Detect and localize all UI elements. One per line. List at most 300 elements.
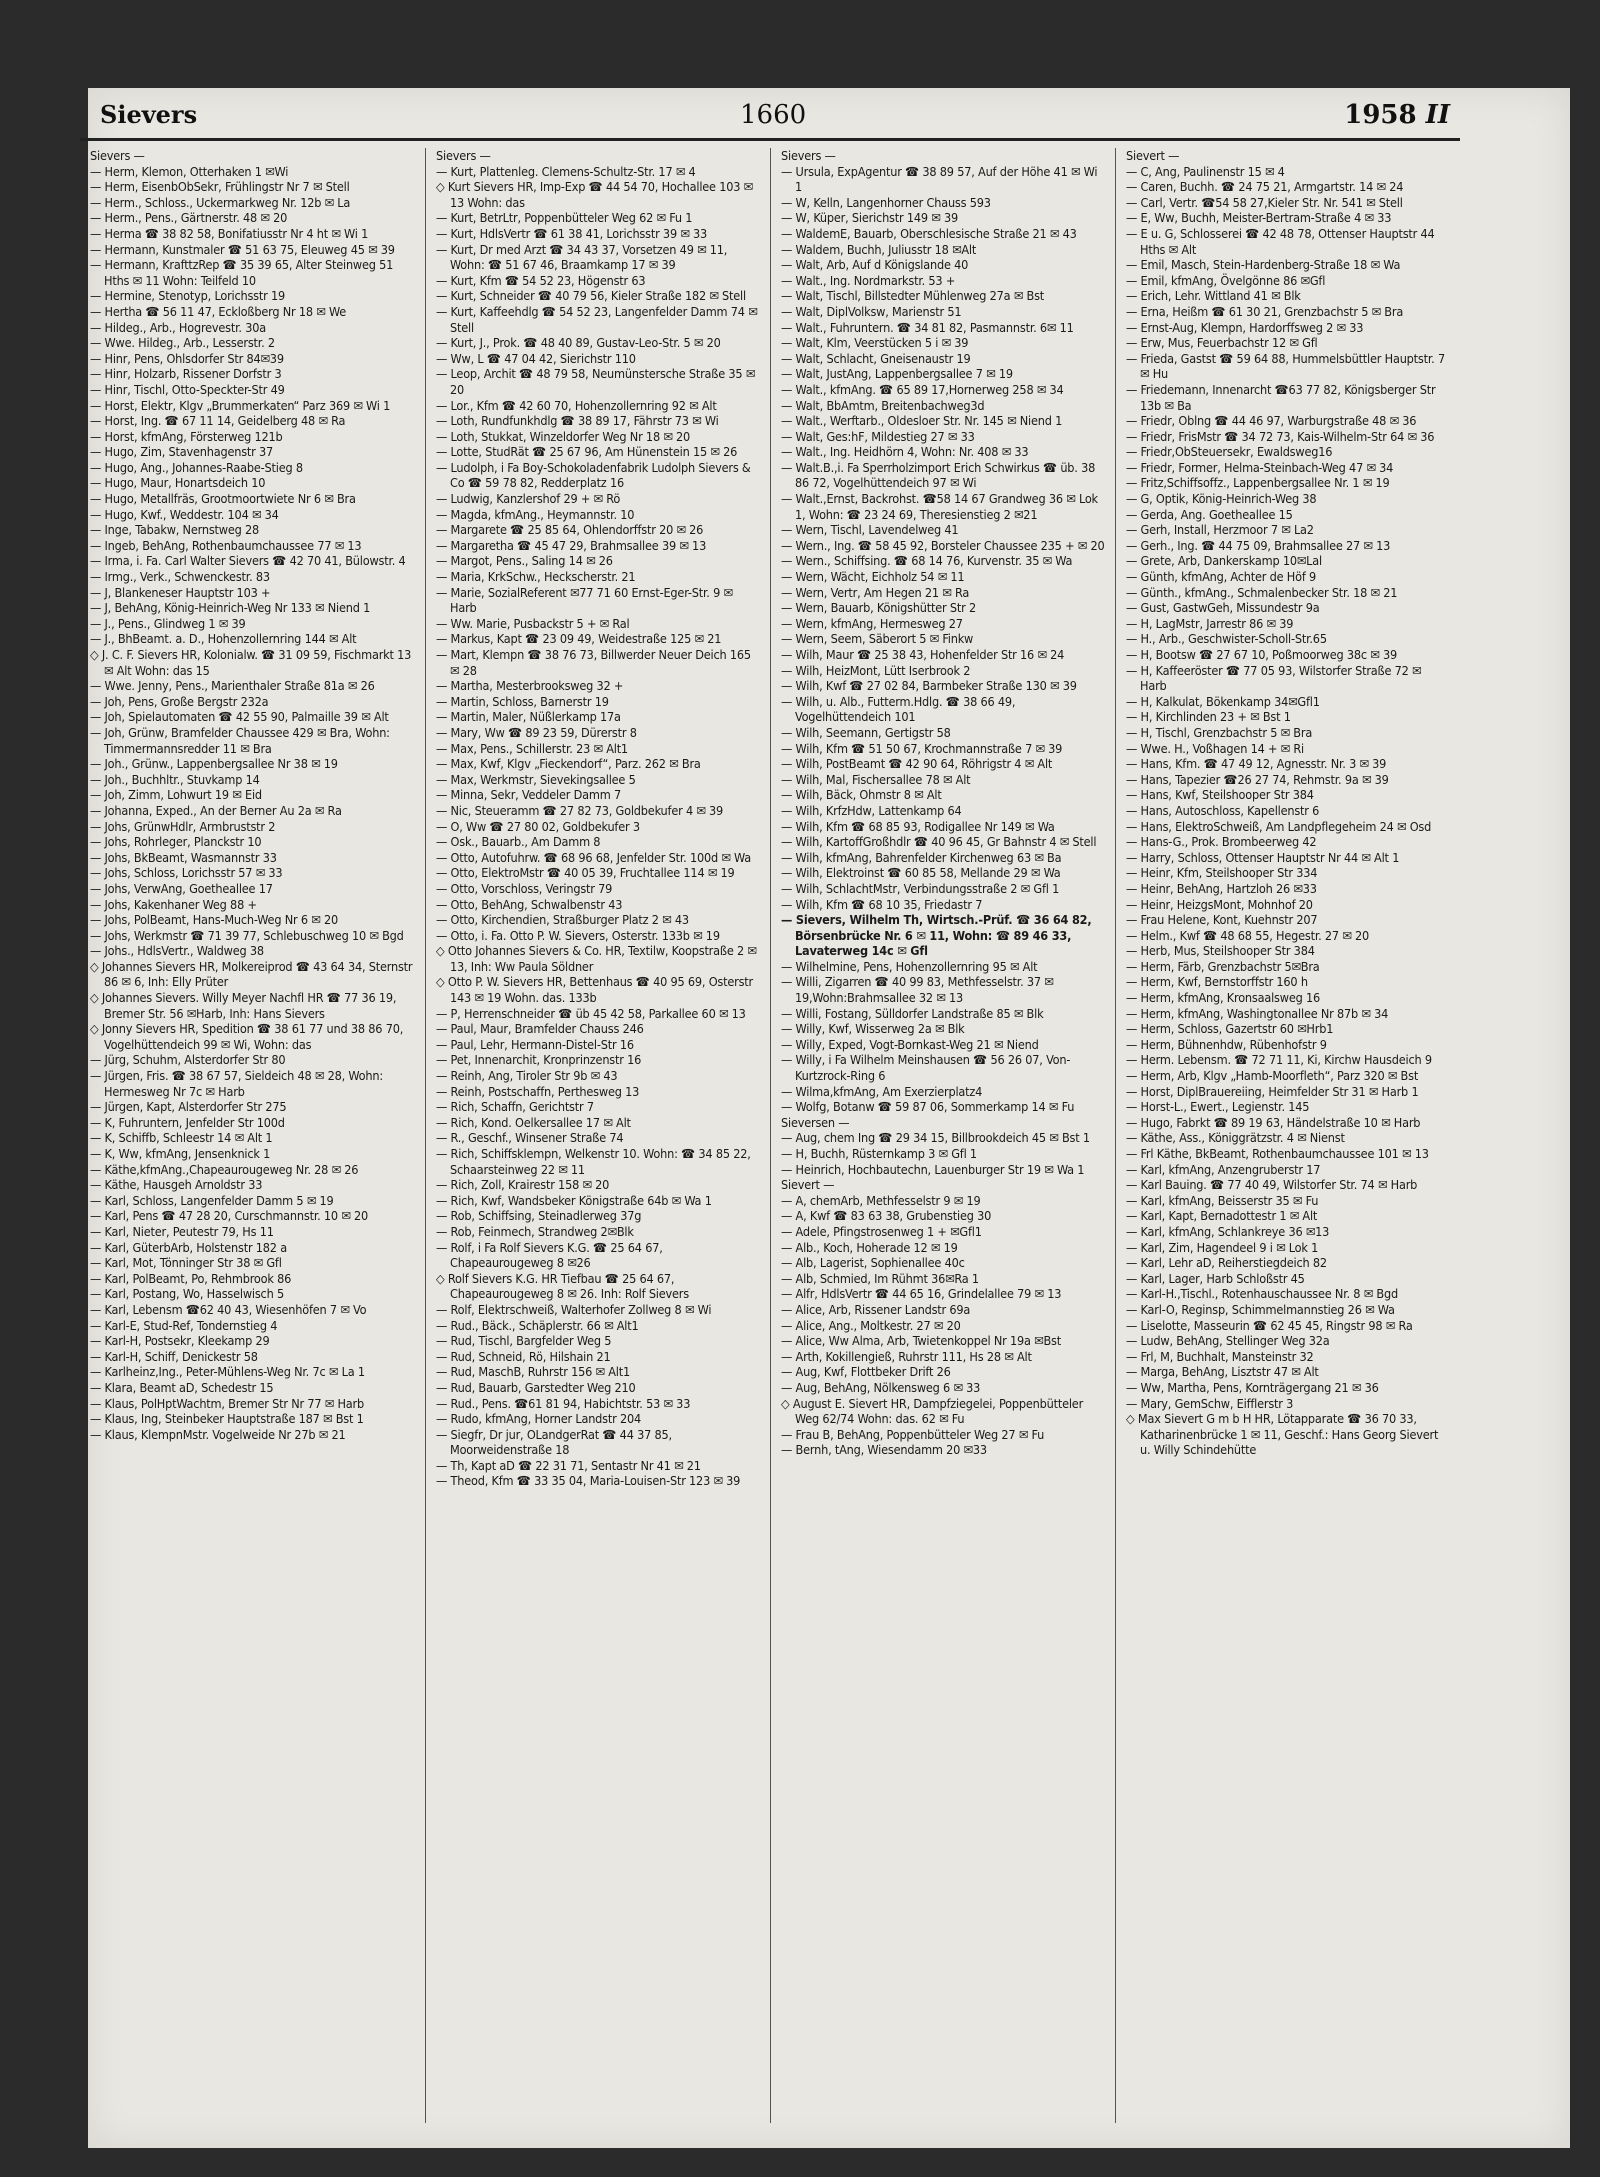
column-4 bbox=[1115, 148, 1460, 2123]
directory-entry: — Walt, Ges:hF, Mildestieg 27 ✉ 33 bbox=[781, 428, 975, 444]
directory-entry: — Wilhelmine, Pens, Hohenzollernring 95 ✉ Alt bbox=[781, 958, 1038, 974]
directory-entry: — Karl Bauing. ☎ 77 40 49, Wilstorfer Str. 74 ✉ Harb bbox=[1126, 1177, 1418, 1193]
directory-entry: — Gerda, Ang. Goetheallee 15 bbox=[1126, 506, 1293, 522]
directory-entry: — H, Kaffeeröster ☎ 77 05 93, Wilstorfer Straße 72 ✉ Harb bbox=[1126, 662, 1422, 694]
directory-entry: — Rich, Schaffn, Gerichtstr 7 bbox=[436, 1099, 594, 1115]
directory-entry: — Karl, Kapt, Bernadottestr 1 ✉ Alt bbox=[1126, 1208, 1318, 1224]
directory-entry: — H, LagMstr, Jarrestr 86 ✉ 39 bbox=[1126, 615, 1294, 631]
directory-entry: — Loth, Stukkat, Winzeldorfer Weg Nr 18 ✉ 20 bbox=[436, 428, 691, 444]
directory-entry: — Rud, Tischl, Bargfelder Weg 5 bbox=[436, 1333, 612, 1349]
directory-entry: — Karl-O, Reginsp, Schimmelmannstieg 26 ✉ Wa bbox=[1126, 1301, 1395, 1317]
directory-entry: — Walt., Fuhruntern. ☎ 34 81 82, Pasmannstr. 6✉ 11 bbox=[781, 319, 1074, 335]
directory-entry: — Hermann, KrafttzRep ☎ 35 39 65, Alter Steinweg 51 Hths ✉ 11 Wohn: Teilfeld 10 bbox=[90, 257, 394, 288]
directory-entry: — Herm, Bühnenhdw, Rübenhofstr 9 bbox=[1126, 1036, 1327, 1052]
directory-entry: — C, Ang, Paulinenstr 15 ✉ 4 bbox=[1126, 163, 1285, 179]
directory-entry: — Hermann, Kunstmaler ☎ 51 63 75, Eleuweg 45 ✉ 39 bbox=[90, 241, 395, 257]
directory-entry: — Wern, Wächt, Eichholz 54 ✉ 11 bbox=[781, 569, 965, 585]
directory-entry: — Friedr,ObSteuersekr, Ewaldsweg16 bbox=[1126, 444, 1333, 460]
directory-entry: — Th, Kapt aD ☎ 22 31 71, Sentastr Nr 41 ✉ 21 bbox=[436, 1457, 701, 1473]
directory-entry: — Joh, Spielautomaten ☎ 42 55 90, Palmaille 39 ✉ Alt bbox=[90, 709, 389, 725]
directory-entry: — Pet, Innenarchit, Kronprinzenstr 16 bbox=[436, 1052, 642, 1068]
directory-entry: — Kurt, Kaffeehdlg ☎ 54 52 23, Langenfelder Damm 74 ✉ Stell bbox=[436, 303, 758, 335]
directory-entry: — Wern, Tischl, Lavendelweg 41 bbox=[781, 522, 959, 538]
directory-entry: — Willi, Zigarren ☎ 40 99 83, Methfesselstr. 37 ✉ 19,Wohn:Brahmsallee 32 ✉ 13 bbox=[781, 974, 1054, 1006]
directory-entry: — Otto, Vorschloss, Veringstr 79 bbox=[436, 880, 613, 896]
directory-entry: — Karl, Lager, Harb Schloßstr 45 bbox=[1126, 1270, 1305, 1286]
directory-entry: — Hertha ☎ 56 11 47, Eckloßberg Nr 18 ✉ We bbox=[90, 303, 347, 319]
directory-entry: — Lor., Kfm ☎ 42 60 70, Hohenzollernring 92 ✉ Alt bbox=[436, 397, 717, 413]
directory-entry: — Wilh, Maur ☎ 25 38 43, Hohenfelder Str 16 ✉ 24 bbox=[781, 647, 1065, 662]
directory-entry: — Wwe. H., Voßhagen 14 + ✉ Ri bbox=[1126, 740, 1304, 756]
directory-entry: — Hans-G., Prok. Brombeerweg 42 bbox=[1126, 834, 1317, 850]
directory-entry: — Herm, kfmAng, Washingtonallee Nr 87b ✉ 34 bbox=[1126, 1005, 1389, 1021]
directory-entry: — Walt, Klm, Veerstücken 5 i ✉ 39 bbox=[781, 335, 969, 351]
directory-entry: — Joh, Grünw, Bramfelder Chaussee 429 ✉ Bra, Wohn: Timmermannsredder 11 ✉ Bra bbox=[90, 724, 390, 756]
directory-entry: — Rich, Zoll, Krairestr 158 ✉ 20 bbox=[436, 1177, 610, 1193]
directory-entry: — Otto, i. Fa. Otto P. W. Sievers, Osterstr. 133b ✉ 19 bbox=[436, 927, 720, 943]
directory-entry: — Wilh, kfmAng, Bahrenfelder Kirchenweg 63 ✉ Ba bbox=[781, 849, 1062, 865]
directory-entry: — Wilh, Kfm ☎ 68 85 93, Rodigallee Nr 149 ✉ Wa bbox=[781, 818, 1055, 834]
section-heading: Sievert — bbox=[1126, 148, 1180, 163]
directory-entry: — Herm, EisenbObSekr, Frühlingstr Nr 7 ✉ Stell bbox=[90, 179, 350, 195]
directory-entry: — Karl-E, Stud-Ref, Tondernstieg 4 bbox=[90, 1317, 278, 1333]
directory-entry: — Rich, Schiffsklempn, Welkenstr 10. Wohn: ☎ 34 85 22, Schaarsteinweg 22 ✉ 11 bbox=[436, 1146, 751, 1177]
directory-entry: — Erna, Heißm ☎ 61 30 21, Grenzbachstr 5 ✉ Bra bbox=[1126, 303, 1404, 319]
directory-entry: — Hugo, Zim, Stavenhagenstr 37 bbox=[90, 444, 274, 460]
directory-entry: — Rob, Feinmech, Strandweg 2✉Blk bbox=[436, 1223, 634, 1239]
directory-entry: — Paul, Maur, Bramfelder Chauss 246 bbox=[436, 1021, 644, 1037]
directory-entry: — Johs, BkBeamt, Wasmannstr 33 bbox=[90, 849, 277, 865]
directory-entry: — Walt., Ing. Nordmarkstr. 53 + bbox=[781, 272, 956, 288]
directory-entry: — J., BhBeamt. a. D., Hohenzollernring 144 ✉ Alt bbox=[90, 631, 357, 647]
directory-entry: — Walt., Werftarb., Oldesloer Str. Nr. 145 ✉ Niend 1 bbox=[781, 413, 1063, 429]
directory-columns bbox=[80, 148, 1460, 2123]
directory-entry: — Hermine, Stenotyp, Lorichsstr 19 bbox=[90, 288, 285, 304]
directory-entry: — Waldem, Buchh, Juliusstr 18 ✉Alt bbox=[781, 241, 977, 257]
directory-entry: — Wolfg, Botanw ☎ 59 87 06, Sommerkamp 14 ✉ Fu bbox=[781, 1099, 1075, 1115]
directory-entry: — Rud., Bäck., Schäplerstr. 66 ✉ Alt1 bbox=[436, 1317, 639, 1333]
directory-entry: — Klaus, PolHptWachtm, Bremer Str Nr 77 ✉ Harb bbox=[90, 1395, 364, 1411]
directory-entry: — Hinr, Holzarb, Rissener Dorfstr 3 bbox=[90, 366, 282, 382]
directory-entry: — Ursula, ExpAgentur ☎ 38 89 57, Auf der Höhe 41 ✉ Wi 1 bbox=[781, 163, 1098, 195]
directory-entry: — Wilh, Bäck, Ohmstr 8 ✉ Alt bbox=[781, 787, 942, 803]
directory-entry: — R., Geschf., Winsener Straße 74 bbox=[436, 1130, 624, 1146]
directory-entry: — Ww. Marie, Pusbackstr 5 + ✉ Ral bbox=[436, 615, 630, 631]
directory-entry: — Joh., Buchhltr., Stuvkamp 14 bbox=[90, 771, 260, 787]
directory-entry: — Johs., HdlsVertr., Waldweg 38 bbox=[90, 943, 264, 959]
directory-entry: — Johs, GrünwHdlr, Armbruststr 2 bbox=[90, 818, 276, 834]
directory-entry: — Johanna, Exped., An der Berner Au 2a ✉ Ra bbox=[90, 802, 342, 818]
directory-entry: — Herma ☎ 38 82 58, Bonifatiusstr Nr 4 ht ✉ Wi 1 bbox=[90, 225, 369, 241]
directory-entry: — Frl Käthe, BkBeamt, Rothenbaumchaussee 101 ✉ 13 bbox=[1126, 1146, 1429, 1161]
directory-entry: — Siegfr, Dr jur, OLandgerRat ☎ 44 37 85, Moorweidenstraße 18 bbox=[436, 1426, 672, 1458]
directory-entry: — Rud., Pens. ☎61 81 94, Habichtstr. 53 ✉ 33 bbox=[436, 1395, 691, 1411]
directory-entry: — Alice, Ang., Moltkestr. 27 ✉ 20 bbox=[781, 1317, 961, 1333]
directory-entry: — Wilh, Seemann, Gertigstr 58 bbox=[781, 724, 951, 740]
directory-entry: — Reinh, Postschaffn, Perthesweg 13 bbox=[436, 1083, 640, 1099]
directory-entry: — Minna, Sekr, Veddeler Damm 7 bbox=[436, 787, 621, 803]
directory-entry: — Walt, JustAng, Lappenbergsallee 7 ✉ 19 bbox=[781, 366, 1013, 382]
directory-entry: — Max, Kwf, Klgv „Fieckendorf“, Parz. 262 ✉ Bra bbox=[436, 756, 701, 772]
directory-entry: — Horst, Elektr, Klgv „Brummerkaten“ Parz 369 ✉ Wi 1 bbox=[90, 397, 391, 413]
directory-entry: — Loth, Rundfunkhdlg ☎ 38 89 17, Fährstr 73 ✉ Wi bbox=[436, 413, 719, 429]
directory-entry: — Erw, Mus, Feuerbachstr 12 ✉ Gfl bbox=[1126, 335, 1318, 351]
directory-entry: — H, Kirchlinden 23 + ✉ Bst 1 bbox=[1126, 709, 1291, 725]
directory-entry: — Frl, M, Buchhalt, Mansteinstr 32 bbox=[1126, 1348, 1314, 1364]
directory-entry: — Friedemann, Innenarcht ☎63 77 82, Königsberger Str 13b ✉ Ba bbox=[1126, 381, 1436, 413]
directory-entry: — Walt, DiplVolksw, Marienstr 51 bbox=[781, 303, 962, 319]
directory-entry: — Wern, Vertr, Am Hegen 21 ✉ Ra bbox=[781, 584, 970, 600]
directory-entry: — G, Optik, König-Heinrich-Weg 38 bbox=[1126, 491, 1317, 507]
directory-entry: — Klara, Beamt aD, Schedestr 15 bbox=[90, 1379, 274, 1395]
directory-entry: — Karlheinz,Ing., Peter-Mühlens-Weg Nr. 7c ✉ La 1 bbox=[90, 1364, 365, 1380]
directory-entry: — Herm, Arb, Klgv „Hamb-Moorfleth“, Parz 320 ✉ Bst bbox=[1126, 1068, 1419, 1084]
directory-entry: — Ludwig, Kanzlershof 29 + ✉ Rö bbox=[436, 491, 621, 507]
directory-entry: — Hans, Kfm. ☎ 47 49 12, Agnesstr. Nr. 3 ✉ 39 bbox=[1126, 756, 1387, 772]
directory-entry: — Caren, Buchh. ☎ 24 75 21, Armgartstr. 14 ✉ 24 bbox=[1126, 179, 1404, 195]
directory-entry: — Ww, L ☎ 47 04 42, Sierichstr 110 bbox=[436, 350, 636, 366]
directory-entry: — Walt.B.,i. Fa Sperrholzimport Erich Schwirkus ☎ üb. 38 86 72, Vogelhüttendeich 97 ✉ Wi bbox=[781, 459, 1096, 491]
directory-entry: — Frau B, BehAng, Poppenbütteler Weg 27 ✉ Fu bbox=[781, 1426, 1045, 1442]
section-heading: Sievert — bbox=[781, 1177, 835, 1193]
directory-entry: — Osk., Bauarb., Am Damm 8 bbox=[436, 834, 601, 850]
directory-entry: — Otto, BehAng, Schwalbenstr 43 bbox=[436, 896, 623, 912]
directory-entry: — Karl, Lebensm ☎62 40 43, Wiesenhöfen 7 ✉ Vo bbox=[90, 1301, 367, 1317]
directory-entry: — Karl, Pens ☎ 47 28 20, Curschmannstr. 10 ✉ 20 bbox=[90, 1208, 369, 1224]
directory-entry: — Hans, ElektroSchweiß, Am Landpflegeheim 24 ✉ Osd bbox=[1126, 818, 1432, 834]
directory-entry: — Martha, Mesterbrooksweg 32 + bbox=[436, 678, 624, 694]
directory-entry: — Sievers, Wilhelm Th, Wirtsch.-Prüf. ☎ 36 64 82, Börsenbrücke Nr. 6 ✉ 11, Wohn: ☎ 89 46 33, Lavaterweg 14c ✉ Gfl bbox=[781, 912, 1092, 959]
directory-entry: — Günth, kfmAng, Achter de Höf 9 bbox=[1126, 569, 1317, 585]
directory-entry: — Magda, kfmAng., Heymannstr. 10 bbox=[436, 506, 635, 522]
directory-entry: — Wilh, u. Alb., Futterm.Hdlg. ☎ 38 66 49, Vogelhüttendeich 101 bbox=[781, 693, 1016, 725]
directory-entry: — Friedr, FrisMstr ☎ 34 72 73, Kais-Wilhelm-Str 64 ✉ 36 bbox=[1126, 428, 1435, 444]
section-heading: Sievers — bbox=[436, 148, 491, 163]
directory-entry: — Helm., Kwf ☎ 48 68 55, Hegestr. 27 ✉ 20 bbox=[1126, 927, 1370, 943]
directory-entry: — Grete, Arb, Dankerskamp 10✉Lal bbox=[1126, 553, 1322, 569]
directory-entry: — Herm., Pens., Gärtnerstr. 48 ✉ 20 bbox=[90, 210, 288, 226]
directory-entry: — J, Blankeneser Hauptstr 103 + bbox=[90, 584, 271, 600]
column-2 bbox=[425, 148, 770, 2123]
directory-entry: — Bernh, tAng, Wiesendamm 20 ✉33 bbox=[781, 1442, 987, 1458]
directory-entry: — Martin, Maler, Nüßlerkamp 17a bbox=[436, 709, 621, 725]
directory-entry: — Heinr, HeizgsMont, Mohnhof 20 bbox=[1126, 896, 1313, 912]
directory-entry: ◇ Otto Johannes Sievers & Co. HR, Textilw, Koopstraße 2 ✉ 13, Inh: Ww Paula Söldner bbox=[436, 943, 757, 974]
directory-entry: — Herm. Lebensm. ☎ 72 71 11, Ki, Kirchw Hausdeich 9 bbox=[1126, 1052, 1432, 1068]
directory-entry: ◇ Jonny Sievers HR, Spedition ☎ 38 61 77 und 38 86 70, Vogelhüttendeich 99 ✉ Wi, Wohn: das bbox=[90, 1021, 404, 1052]
directory-entry: — Gust, GastwGeh, Missundestr 9a bbox=[1126, 600, 1320, 616]
directory-entry: — Hans, Autoschloss, Kapellenstr 6 bbox=[1126, 802, 1320, 818]
directory-entry: — Maria, KrkSchw., Heckscherstr. 21 bbox=[436, 569, 636, 585]
column-1 bbox=[80, 148, 425, 2123]
directory-entry: — Johs, Werkmstr ☎ 71 39 77, Schlebuschweg 10 ✉ Bgd bbox=[90, 927, 404, 943]
directory-entry: ◇ August E. Sievert HR, Dampfziegelei, Poppenbütteler Weg 62/74 Wohn: das. 62 ✉ Fu bbox=[781, 1395, 1084, 1427]
directory-entry: — Rud, Bauarb, Garstedter Weg 210 bbox=[436, 1379, 636, 1395]
directory-entry: — Emil, kfmAng, Övelgönne 86 ✉Gfl bbox=[1126, 272, 1326, 288]
directory-entry: — Rich, Kond. Oelkersallee 17 ✉ Alt bbox=[436, 1114, 631, 1130]
directory-entry: — Rich, Kwf, Wandsbeker Königstraße 64b ✉ Wa 1 bbox=[436, 1192, 712, 1208]
directory-entry: — J, BehAng, König-Heinrich-Weg Nr 133 ✉ Niend 1 bbox=[90, 600, 371, 616]
directory-entry: — Erich, Lehr. Wittland 41 ✉ Blk bbox=[1126, 288, 1301, 304]
header-part: II bbox=[1425, 100, 1450, 130]
directory-entry: — Johs, PolBeamt, Hans-Much-Weg Nr 6 ✉ 20 bbox=[90, 912, 338, 928]
directory-entry: — Heinr, Kfm, Steilshooper Str 334 bbox=[1126, 865, 1318, 881]
directory-entry: — Mary, Ww ☎ 89 23 59, Dürerstr 8 bbox=[436, 724, 637, 740]
directory-entry: — Wern, Bauarb, Königshütter Str 2 bbox=[781, 600, 976, 616]
directory-entry: — Kurt, BetrLtr, Poppenbütteler Weg 62 ✉ Fu 1 bbox=[436, 210, 693, 226]
page-header bbox=[100, 100, 1450, 134]
section-heading: Sievers — bbox=[781, 148, 836, 163]
directory-entry: — Karl, kfmAng, Schlankreye 36 ✉13 bbox=[1126, 1223, 1330, 1239]
directory-entry: — P, Herrenschneider ☎ üb 45 42 58, Parkallee 60 ✉ 13 bbox=[436, 1005, 746, 1021]
directory-entry: — H, Buchh, Rüsternkamp 3 ✉ Gfl 1 bbox=[781, 1146, 977, 1161]
directory-entry: — Rud, MaschB, Ruhrstr 156 ✉ Alt1 bbox=[436, 1364, 630, 1380]
directory-entry: — Walt.,Ernst, Backrohst. ☎58 14 67 Grandweg 36 ✉ Lok 1, Wohn: ☎ 23 24 69, Theresienstieg 2 ✉21 bbox=[781, 491, 1098, 522]
directory-entry: — E u. G, Schlosserei ☎ 42 48 78, Ottenser Hauptstr 44 Hths ✉ Alt bbox=[1126, 225, 1435, 257]
directory-entry: — Wern., Schiffsing. ☎ 68 14 76, Kurvenstr. 35 ✉ Wa bbox=[781, 553, 1073, 569]
column-3 bbox=[770, 148, 1115, 2123]
directory-entry: — Mary, GemSchw, Eifflerstr 3 bbox=[1126, 1395, 1294, 1411]
directory-entry: — Wilh, KartoffGroßhdlr ☎ 40 96 45, Gr Bahnstr 4 ✉ Stell bbox=[781, 834, 1097, 850]
header-year bbox=[1344, 100, 1450, 130]
directory-entry: — Klaus, KlempnMstr. Vogelweide Nr 27b ✉ 21 bbox=[90, 1426, 346, 1442]
directory-entry: — Walt, Schlacht, Gneisenaustr 19 bbox=[781, 350, 971, 366]
directory-entry: — Karl, Zim, Hagendeel 9 i ✉ Lok 1 bbox=[1126, 1239, 1319, 1255]
directory-entry: — Wern., Ing. ☎ 58 45 92, Borsteler Chaussee 235 + ✉ 20 bbox=[781, 537, 1105, 553]
directory-entry: — Karl-H, Schiff, Denickestr 58 bbox=[90, 1348, 258, 1364]
directory-entry: — Margarete ☎ 25 85 64, Ohlendorffstr 20 ✉ 26 bbox=[436, 522, 704, 538]
directory-entry: — Hans, Kwf, Steilshooper Str 384 bbox=[1126, 787, 1314, 803]
directory-entry: — Jürg, Schuhm, Alsterdorfer Str 80 bbox=[90, 1052, 286, 1068]
directory-entry: — A, chemArb, Methfesselstr 9 ✉ 19 bbox=[781, 1192, 981, 1208]
directory-entry: — Lotte, StudRät ☎ 25 67 96, Am Hünenstein 15 ✉ 26 bbox=[436, 444, 738, 460]
directory-entry: — Joh., Grünw., Lappenbergsallee Nr 38 ✉ 19 bbox=[90, 756, 338, 772]
directory-entry: — Horst-L., Ewert., Legienstr. 145 bbox=[1126, 1099, 1310, 1115]
directory-entry: — Otto, Autofuhrw. ☎ 68 96 68, Jenfelder Str. 100d ✉ Wa bbox=[436, 849, 751, 865]
directory-entry: — Reinh, Ang, Tiroler Str 9b ✉ 43 bbox=[436, 1068, 618, 1084]
directory-entry: — H., Arb., Geschwister-Scholl-Str.65 bbox=[1126, 631, 1327, 647]
directory-entry: — Horst, Ing. ☎ 67 11 14, Geidelberg 48 ✉ Ra bbox=[90, 413, 346, 429]
directory-entry: ◇ Johannes Sievers HR, Molkereiprod ☎ 43 64 34, Sternstr 86 ✉ 6, Inh: Elly Prüter bbox=[90, 958, 413, 990]
directory-entry: — Johs, Rohrleger, Planckstr 10 bbox=[90, 834, 262, 850]
directory-entry: — Ww, Martha, Pens, Kornträgergang 21 ✉ 36 bbox=[1126, 1379, 1379, 1395]
directory-entry: — Wilh, Kfm ☎ 51 50 67, Krochmannstraße 7 ✉ 39 bbox=[781, 740, 1063, 756]
directory-entry: — Willy, Exped, Vogt-Bornkast-Weg 21 ✉ Niend bbox=[781, 1036, 1039, 1052]
directory-entry: — Johs, Schloss, Lorichsstr 57 ✉ 33 bbox=[90, 865, 283, 881]
directory-entry: — O, Ww ☎ 27 80 02, Goldbekufer 3 bbox=[436, 818, 640, 834]
directory-entry: — Käthe,kfmAng.,Chapeaurougeweg Nr. 28 ✉ 26 bbox=[90, 1161, 359, 1177]
directory-entry: — Hugo, Ang., Johannes-Raabe-Stieg 8 bbox=[90, 459, 303, 475]
directory-entry: — J., Pens., Glindweg 1 ✉ 39 bbox=[90, 615, 246, 631]
directory-entry: — Herm, kfmAng, Kronsaalsweg 16 bbox=[1126, 990, 1321, 1006]
directory-entry: — Wilh, Mal, Fischersallee 78 ✉ Alt bbox=[781, 771, 971, 787]
directory-entry: — Horst, kfmAng, Försterweg 121b bbox=[90, 428, 283, 444]
directory-entry: — Walt., Ing. Heidhörn 4, Wohn: Nr. 408 ✉ 33 bbox=[781, 444, 1029, 460]
directory-entry: — Emil, Masch, Stein-Hardenberg-Straße 18 ✉ Wa bbox=[1126, 257, 1401, 273]
directory-entry: — Wilh, HeizMont, Lütt Iserbrook 2 bbox=[781, 662, 971, 678]
directory-entry: — Alice, Ww Alma, Arb, Twietenkoppel Nr 19a ✉Bst bbox=[781, 1333, 1061, 1349]
directory-entry: — Karl, kfmAng, Anzengruberstr 17 bbox=[1126, 1161, 1321, 1177]
directory-entry: — Heinr, BehAng, Hartzloh 26 ✉33 bbox=[1126, 880, 1317, 896]
directory-entry: — Aug, Kwf, Flottbeker Drift 26 bbox=[781, 1364, 951, 1380]
directory-entry: — Willy, Kwf, Wisserweg 2a ✉ Blk bbox=[781, 1021, 965, 1037]
directory-entry: — Johs, VerwAng, Goetheallee 17 bbox=[90, 880, 273, 896]
directory-entry: — Harry, Schloss, Ottenser Hauptstr Nr 44 ✉ Alt 1 bbox=[1126, 849, 1400, 865]
directory-entry: — Rob, Schiffsing, Steinadlerweg 37g bbox=[436, 1208, 642, 1224]
directory-entry: — Jürgen, Fris. ☎ 38 67 57, Sieldeich 48 ✉ 28, Wohn: Hermesweg Nr 7c ✉ Harb bbox=[90, 1068, 383, 1099]
directory-entry: — Karl, Postang, Wo, Hasselwisch 5 bbox=[90, 1286, 284, 1302]
directory-entry: — Herm, Kwf, Bernstorffstr 160 h bbox=[1126, 974, 1308, 990]
directory-entry: — Wwe. Hildeg., Arb., Lesserstr. 2 bbox=[90, 335, 275, 351]
header-year-value: 1958 bbox=[1344, 100, 1417, 130]
directory-entry: — Friedr, Oblng ☎ 44 46 97, Warburgstraße 48 ✉ 36 bbox=[1126, 413, 1417, 429]
directory-entry: — Martin, Schloss, Barnerstr 19 bbox=[436, 693, 609, 709]
directory-entry: — Hinr, Pens, Ohlsdorfer Str 84✉39 bbox=[90, 350, 284, 366]
directory-entry: — Frau Helene, Kont, Kuehnstr 207 bbox=[1126, 912, 1318, 928]
directory-entry: — Hugo, Fabrkt ☎ 89 19 63, Händelstraße 10 ✉ Harb bbox=[1126, 1114, 1421, 1130]
directory-entry: — Mart, Klempn ☎ 38 76 73, Billwerder Neuer Deich 165 ✉ 28 bbox=[436, 647, 751, 678]
directory-entry: — Rud, Schneid, Rö, Hilshain 21 bbox=[436, 1348, 611, 1364]
directory-entry: — Klaus, Ing, Steinbeker Hauptstraße 187 ✉ Bst 1 bbox=[90, 1411, 364, 1427]
directory-entry: — Ernst-Aug, Klempn, Hardorffsweg 2 ✉ 33 bbox=[1126, 319, 1364, 335]
directory-entry: — Max, Pens., Schillerstr. 23 ✉ Alt1 bbox=[436, 740, 628, 756]
directory-entry: — K, Ww, kfmAng, Jensenknick 1 bbox=[90, 1146, 271, 1161]
directory-entry: — Alfr, HdlsVertr ☎ 44 65 16, Grindelallee 79 ✉ 13 bbox=[781, 1286, 1062, 1302]
directory-entry: — Rolf, Elektrschweiß, Walterhofer Zollweg 8 ✉ Wi bbox=[436, 1301, 712, 1317]
directory-entry: — Kurt, HdlsVertr ☎ 61 38 41, Lorichsstr 39 ✉ 33 bbox=[436, 225, 708, 241]
directory-entry: — Arth, Kokillengieß, Ruhrstr 111, Hs 28 ✉ Alt bbox=[781, 1348, 1032, 1364]
directory-entry: — Wilh, Kfm ☎ 68 10 35, Friedastr 7 bbox=[781, 896, 983, 912]
directory-entry: — Wilma,kfmAng, Am Exerzierplatz4 bbox=[781, 1083, 983, 1099]
directory-entry: — Karl, Schloss, Langenfelder Damm 5 ✉ 19 bbox=[90, 1192, 334, 1208]
directory-entry: — Karl-H, Postsekr, Kleekamp 29 bbox=[90, 1333, 270, 1349]
directory-entry: — Inge, Tabakw, Nernstweg 28 bbox=[90, 522, 260, 538]
directory-entry: — Karl, PolBeamt, Po, Rehmbrook 86 bbox=[90, 1270, 292, 1286]
directory-entry: — K, Fuhruntern, Jenfelder Str 100d bbox=[90, 1114, 285, 1130]
directory-entry: — Alb., Koch, Hoherade 12 ✉ 19 bbox=[781, 1239, 958, 1255]
directory-entry: — Wilh, PostBeamt ☎ 42 90 64, Röhrigstr 4 ✉ Alt bbox=[781, 756, 1053, 772]
section-heading: Sieversen — bbox=[781, 1114, 850, 1130]
directory-entry: — Walt, Arb, Auf d Königslande 40 bbox=[781, 257, 969, 273]
directory-entry: — Rolf, i Fa Rolf Sievers K.G. ☎ 25 64 67, Chapeaurougeweg 8 ✉26 bbox=[436, 1239, 663, 1271]
directory-entry: ◇ J. C. F. Sievers HR, Kolonialw. ☎ 31 09 59, Fischmarkt 13✉ Alt Wohn: das 15 bbox=[90, 647, 412, 678]
directory-entry: — Marie, SozialReferent ✉77 71 60 Ernst-Eger-Str. 9 ✉ Harb bbox=[436, 584, 733, 616]
directory-entry: — Wilh, KrfzHdw, Lattenkamp 64 bbox=[781, 802, 962, 818]
directory-entry: — Hinr, Tischl, Otto-Speckter-Str 49 bbox=[90, 381, 285, 397]
directory-entry: — WaldemE, Bauarb, Oberschlesische Straße 21 ✉ 43 bbox=[781, 225, 1077, 241]
directory-entry: — Heinrich, Hochbautechn, Lauenburger Str 19 ✉ Wa 1 bbox=[781, 1161, 1085, 1177]
directory-entry: — Hugo, Metallfräs, Grootmoortwiete Nr 6 ✉ Bra bbox=[90, 491, 356, 507]
directory-entry: — Nic, Steueramm ☎ 27 82 73, Goldbekufer 4 ✉ 39 bbox=[436, 802, 724, 818]
header-page-number: 1660 bbox=[740, 100, 807, 130]
directory-entry: — Walt, BbAmtm, Breitenbachweg3d bbox=[781, 397, 985, 413]
directory-entry: — Wwe. Jenny, Pens., Marienthaler Straße 81a ✉ 26 bbox=[90, 678, 375, 694]
directory-entry: — Hugo, Maur, Honartsdeich 10 bbox=[90, 475, 266, 491]
directory-entry: — Joh, Zimm, Lohwurt 19 ✉ Eid bbox=[90, 787, 262, 803]
directory-entry: — Herm, Färb, Grenzbachstr 5✉Bra bbox=[1126, 958, 1320, 974]
directory-entry: — Käthe, Ass., Königgrätzstr. 4 ✉ Nienst bbox=[1126, 1130, 1345, 1146]
directory-entry: ◇ Otto P. W. Sievers HR, Bettenhaus ☎ 40 95 69, Osterstr 143 ✉ 19 Wohn. das. 133b bbox=[436, 974, 754, 1006]
directory-entry: — Marga, BehAng, Lisztstr 47 ✉ Alt bbox=[1126, 1364, 1319, 1380]
directory-entry: — Günth., kfmAng., Schmalenbecker Str. 18 ✉ 21 bbox=[1126, 584, 1398, 600]
directory-entry: — Gerh., Ing. ☎ 44 75 09, Brahmsallee 27 ✉ 13 bbox=[1126, 537, 1391, 553]
directory-entry: — Karl, GüterbArb, Holstenstr 182 a bbox=[90, 1239, 287, 1255]
section-heading: Sievers — bbox=[90, 148, 145, 163]
directory-entry: — Alb, Lagerist, Sophienallee 40c bbox=[781, 1255, 965, 1271]
directory-entry: — H, Kalkulat, Bökenkamp 34✉Gfl1 bbox=[1126, 693, 1320, 709]
directory-entry: — Karl, Nieter, Peutestr 79, Hs 11 bbox=[90, 1223, 274, 1239]
directory-entry: — Carl, Vertr. ☎54 58 27,Kieler Str. Nr. 541 ✉ Stell bbox=[1126, 194, 1403, 210]
directory-entry: — H, Tischl, Grenzbachstr 5 ✉ Bra bbox=[1126, 724, 1313, 740]
directory-entry: — Margaretha ☎ 45 47 29, Brahmsallee 39 ✉ 13 bbox=[436, 537, 707, 553]
directory-entry: — Wilh, SchlachtMstr, Verbindungsstraße 2 ✉ Gfl 1 bbox=[781, 880, 1060, 896]
directory-entry: — A, Kwf ☎ 83 63 38, Grubenstieg 30 bbox=[781, 1208, 992, 1224]
directory-entry: — Kurt, Kfm ☎ 54 52 23, Högenstr 63 bbox=[436, 272, 646, 288]
directory-entry: — H, Bootsw ☎ 27 67 10, Poßmoorweg 38c ✉ 39 bbox=[1126, 647, 1398, 662]
directory-entry: — Frieda, Gastst ☎ 59 64 88, Hummelsbüttler Hauptstr. 7 ✉ Hu bbox=[1126, 350, 1445, 382]
directory-entry: — Hildeg., Arb., Hogrevestr. 30a bbox=[90, 319, 266, 335]
directory-entry: — K, Schiffb, Schleestr 14 ✉ Alt 1 bbox=[90, 1130, 273, 1146]
directory-entry: ◇ Max Sievert G m b H HR, Lötapparate ☎ 36 70 33, Katharinenbrücke 1 ✉ 11, Geschf.: Hans Georg Sievert u. Willy Schindehütte bbox=[1126, 1411, 1439, 1458]
directory-entry: — Hugo, Kwf., Weddestr. 104 ✉ 34 bbox=[90, 506, 279, 522]
directory-entry: — Ingeb, BehAng, Rothenbaumchaussee 77 ✉ 13 bbox=[90, 537, 362, 553]
directory-entry: — Alice, Arb, Rissener Landstr 69a bbox=[781, 1301, 971, 1317]
directory-entry: — Aug, chem Ing ☎ 29 34 15, Billbrookdeich 45 ✉ Bst 1 bbox=[781, 1130, 1090, 1146]
directory-entry: — Ludw, BehAng, Stellinger Weg 32a bbox=[1126, 1333, 1330, 1349]
directory-entry: — Johs, Kakenhaner Weg 88 + bbox=[90, 896, 257, 912]
directory-entry: — Irmg., Verk., Schwenckestr. 83 bbox=[90, 569, 270, 585]
directory-entry: ◇ Kurt Sievers HR, Imp-Exp ☎ 44 54 70, Hochallee 103 ✉ 13 Wohn: das bbox=[436, 179, 753, 210]
directory-entry: — Gerh, Install, Herzmoor 7 ✉ La2 bbox=[1126, 522, 1314, 538]
directory-entry: — W, Kelln, Langenhorner Chauss 593 bbox=[781, 194, 991, 210]
directory-entry: — Herm, Schloss, Gazertstr 60 ✉Hrb1 bbox=[1126, 1021, 1334, 1037]
directory-entry: — Kurt, Schneider ☎ 40 79 56, Kieler Straße 182 ✉ Stell bbox=[436, 288, 746, 304]
header-name: Sievers bbox=[100, 100, 198, 129]
directory-entry: — Leop, Archit ☎ 48 79 58, Neumünstersche Straße 35 ✉ 20 bbox=[436, 366, 756, 397]
directory-entry: ◇ Johannes Sievers. Willy Meyer Nachfl HR ☎ 77 36 19, Bremer Str. 56 ✉Harb, Inh: Hans Sievers bbox=[90, 990, 397, 1021]
directory-entry: — Wilh, Kwf ☎ 27 02 84, Barmbeker Straße 130 ✉ 39 bbox=[781, 678, 1077, 694]
directory-entry: ◇ Rolf Sievers K.G. HR Tiefbau ☎ 25 64 67, Chapeaurougeweg 8 ✉ 26. Inh: Rolf Sievers bbox=[436, 1270, 689, 1302]
directory-entry: — Horst, DiplBrauereiing, Heimfelder Str 31 ✉ Harb 1 bbox=[1126, 1083, 1419, 1099]
directory-entry: — Willi, Fostang, Sülldorfer Landstraße 85 ✉ Blk bbox=[781, 1005, 1044, 1021]
directory-entry: — Herm., Schloss., Uckermarkweg Nr. 12b ✉ La bbox=[90, 194, 351, 210]
directory-entry: — Karl, kfmAng, Beisserstr 35 ✉ Fu bbox=[1126, 1192, 1319, 1208]
directory-entry: — Fritz,Schiffsoffz., Lappenbergsallee Nr. 1 ✉ 19 bbox=[1126, 475, 1390, 491]
directory-entry: — Alb, Schmied, Im Rühmt 36✉Ra 1 bbox=[781, 1270, 979, 1286]
directory-entry: — Willy, i Fa Wilhelm Meinshausen ☎ 56 26 07, Von-Kurtzrock-Ring 6 bbox=[781, 1052, 1071, 1084]
directory-entry: — Irma, i. Fa. Carl Walter Sievers ☎ 42 70 41, Bülowstr. 4 bbox=[90, 553, 406, 569]
directory-entry: — Aug, BehAng, Nölkensweg 6 ✉ 33 bbox=[781, 1379, 981, 1395]
directory-entry: — Wilh, Elektroinst ☎ 60 85 58, Mellande 29 ✉ Wa bbox=[781, 865, 1061, 881]
directory-entry: — Otto, Kirchendien, Straßburger Platz 2 ✉ 43 bbox=[436, 912, 689, 928]
directory-entry: — Kurt, Dr med Arzt ☎ 34 43 37, Vorsetzen 49 ✉ 11, Wohn: ☎ 51 67 46, Braamkamp 17 ✉ 39 bbox=[436, 241, 728, 273]
directory-entry: — Margot, Pens., Saling 14 ✉ 26 bbox=[436, 553, 613, 569]
directory-entry: — Herb, Mus, Steilshooper Str 384 bbox=[1126, 943, 1315, 959]
directory-entry: — Karl, Mot, Tönninger Str 38 ✉ Gfl bbox=[90, 1255, 282, 1271]
directory-entry: — Hans, Tapezier ☎26 27 74, Rehmstr. 9a ✉ 39 bbox=[1126, 771, 1389, 787]
directory-entry: — Adele, Pfingstrosenweg 1 + ✉Gfl1 bbox=[781, 1223, 982, 1239]
directory-entry: — E, Ww, Buchh, Meister-Bertram-Straße 4 ✉ 33 bbox=[1126, 210, 1392, 226]
directory-entry: — Herm, Klemon, Otterhaken 1 ✉Wi bbox=[90, 163, 289, 179]
directory-entry: — Käthe, Hausgeh Arnoldstr 33 bbox=[90, 1177, 263, 1193]
directory-entry: — Wern, kfmAng, Hermesweg 27 bbox=[781, 615, 963, 631]
directory-entry: — Jürgen, Kapt, Alsterdorfer Str 275 bbox=[90, 1099, 287, 1115]
directory-entry: — Joh, Pens, Große Bergstr 232a bbox=[90, 693, 269, 709]
directory-entry: — Wern, Seem, Säberort 5 ✉ Finkw bbox=[781, 631, 974, 647]
directory-entry: — Kurt, J., Prok. ☎ 48 40 89, Gustav-Leo-Str. 5 ✉ 20 bbox=[436, 335, 721, 351]
directory-entry: — Ludolph, i Fa Boy-Schokoladenfabrik Ludolph Sievers & Co ☎ 59 78 82, Redderplatz 16 bbox=[436, 459, 751, 491]
directory-entry: — Walt., kfmAng. ☎ 65 89 17,Hornerweg 258 ✉ 34 bbox=[781, 381, 1064, 397]
